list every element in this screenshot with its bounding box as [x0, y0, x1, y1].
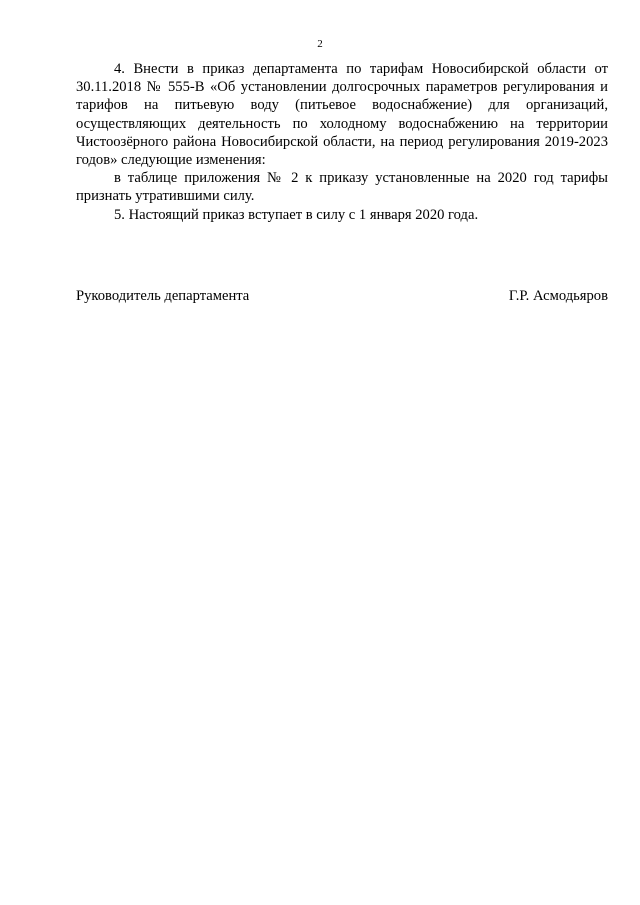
signatory-position: Руководитель департамента: [76, 288, 250, 304]
page-number: 2: [317, 38, 323, 50]
signatory-name: Г.Р. Асмодьяров: [508, 288, 608, 304]
paragraph-subitem-table: в таблице приложения № 2 к приказу установленные на 2020 год тарифы признать утратившими силу.: [76, 170, 608, 205]
document-body: [76, 60, 608, 224]
paragraph-item-4: 4. Внести в приказ департамента по тарифам Новосибирской области от 30.11.2018 № 555-В «Об установлении долгосрочных параметров регулирования и тарифов на питьевую воду (питьевое водоснабжение) для организаций, осуществляющих деятельность по холодному водоснабжению на территории Чистоозёрного района Новосибирской области, на период регулирования 2019-2023 годов» следующие изменения:: [76, 61, 608, 169]
paragraph-item-5: 5. Настоящий приказ вступает в силу с 1 января 2020 года.: [114, 206, 479, 223]
signature-block: [76, 287, 608, 305]
